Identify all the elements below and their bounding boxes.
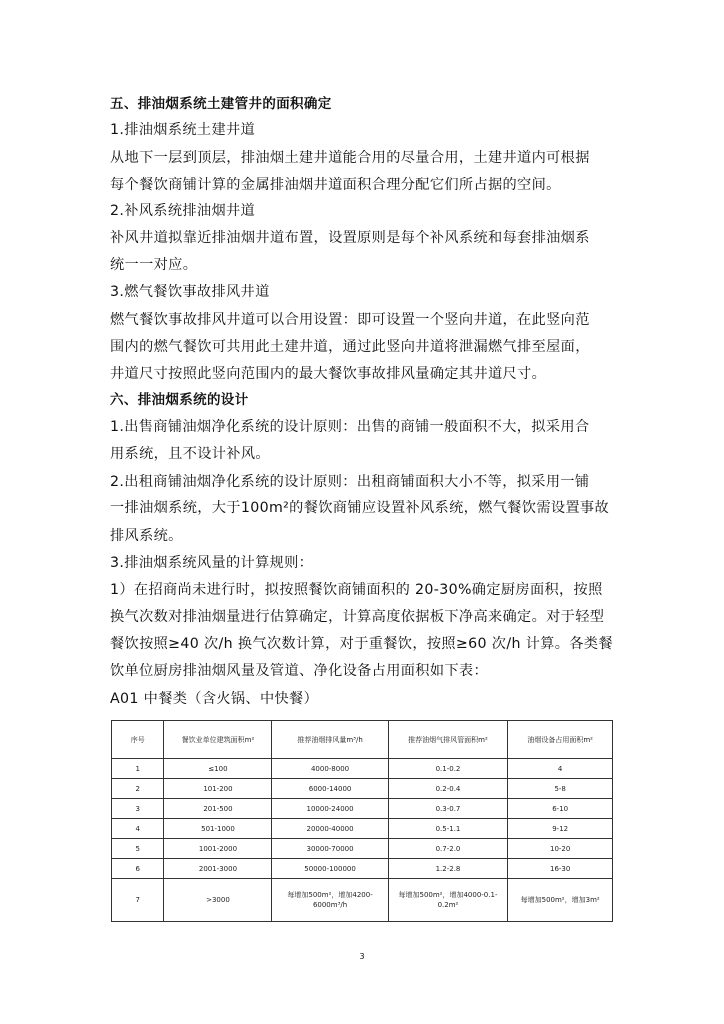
table-caption: A01 中餐类（含火锅、中快餐） (110, 691, 319, 707)
table-row (112, 799, 613, 819)
table-row (112, 879, 613, 922)
table-cell: 2001-3000 (164, 859, 272, 879)
paragraph-line: 井道尺寸按照此竖向范围内的最大餐饮事故排风量确定其井道尺寸。 (110, 366, 547, 382)
table-cell: 16-30 (508, 859, 613, 879)
table-cell: 9-12 (508, 819, 613, 839)
paragraph-line: 统一一对应。 (110, 257, 198, 273)
table-cell: 201-500 (164, 799, 272, 819)
paragraph-line: 1.出售商铺油烟净化系统的设计原则：出售的商铺一般面积不大，拟采用合 (110, 419, 590, 435)
table-cell: 101-200 (164, 779, 272, 799)
paragraph-line: 用系统，且不设计补风。 (110, 446, 270, 462)
subheading-1: 1.排油烟系统土建井道 (110, 122, 256, 138)
table-row (112, 779, 613, 799)
table-cell: 每增加500m²，增加3m² (508, 879, 613, 922)
table-cell: 每增加500m²，增加4000-0.1-0.2m² (388, 879, 508, 922)
paragraph-line: 1）在招商尚未进行时，拟按照餐饮商铺面积的 20-30%确定厨房面积，按照 (110, 582, 603, 598)
paragraph-line: 餐饮按照≥40 次/h 换气次数计算，对于重餐饮，按照≥60 次/h 计算。各类餐 (110, 636, 613, 652)
paragraph-line: 从地下一层到顶层，排油烟土建井道能合用的尽量合用，土建井道内可根据 (110, 150, 590, 166)
paragraph-line: 每个餐饮商铺计算的金属排油烟井道面积合理分配它们所占据的空间。 (110, 177, 561, 193)
table-cell: 10000-24000 (272, 799, 388, 819)
paragraph-line: 燃气餐饮事故排风井道可以合用设置：即可设置一个竖向井道，在此竖向范 (110, 312, 590, 328)
table-header-cell: 餐饮业单位建筑面积m² (164, 721, 272, 759)
table-row (112, 859, 613, 879)
paragraph-line: 围内的燃气餐饮可共用此土建井道，通过此竖向井道将泄漏燃气排至屋面， (110, 339, 590, 355)
subheading-3: 3.燃气餐饮事故排风井道 (110, 284, 270, 300)
table-cell: 6000-14000 (272, 779, 388, 799)
table-row (112, 759, 613, 779)
table-cell: 0.7-2.0 (388, 839, 508, 859)
page-number: 3 (359, 952, 365, 961)
table-header-row (112, 721, 613, 759)
table-cell: 5 (112, 839, 164, 859)
exhaust-table (111, 720, 613, 922)
table-header-cell: 推荐油烟气排风管面积m² (388, 721, 508, 759)
table-cell: 6 (112, 859, 164, 879)
table-cell: 0.2-0.4 (388, 779, 508, 799)
paragraph-line: 2.出租商铺油烟净化系统的设计原则：出租商铺面积大小不等，拟采用一铺 (110, 474, 590, 490)
paragraph-line: 补风井道拟靠近排油烟井道布置，设置原则是每个补风系统和每套排油烟系 (110, 230, 590, 246)
table-cell: 20000-40000 (272, 819, 388, 839)
table-header-cell: 序号 (112, 721, 164, 759)
table-cell: 4000-8000 (272, 759, 388, 779)
table-cell: 50000-100000 (272, 859, 388, 879)
table-cell: 7 (112, 879, 164, 922)
table-cell: 1 (112, 759, 164, 779)
table-cell: 1.2-2.8 (388, 859, 508, 879)
subheading-2: 2.补风系统排油烟井道 (110, 203, 256, 219)
table-cell: 0.5-1.1 (388, 819, 508, 839)
section-heading-6: 六、排油烟系统的设计 (110, 392, 249, 408)
paragraph-line: 饮单位厨房排油烟风量及管道、净化设备占用面积如下表： (110, 663, 488, 679)
table-cell: 1001-2000 (164, 839, 272, 859)
table-row (112, 839, 613, 859)
table-cell: 每增加500m²，增加4200-6000m³/h (272, 879, 388, 922)
paragraph-line: 换气次数对排油烟量进行估算确定，计算高度依据板下净高来确定。对于轻型 (110, 609, 605, 625)
table-cell: 0.3-0.7 (388, 799, 508, 819)
table-header-cell: 推荐油烟排风量m³/h (272, 721, 388, 759)
table-cell: 0.1-0.2 (388, 759, 508, 779)
table-cell: >3000 (164, 879, 272, 922)
paragraph-line: 3.排油烟系统风量的计算规则： (110, 555, 314, 571)
table-cell: 10-20 (508, 839, 613, 859)
table-cell: ≤100 (164, 759, 272, 779)
table-cell: 2 (112, 779, 164, 799)
table-row (112, 819, 613, 839)
table-cell: 3 (112, 799, 164, 819)
table-cell: 6-10 (508, 799, 613, 819)
paragraph-line: 一排油烟系统，大于100m²的餐饮商铺应设置补风系统，燃气餐饮需设置事故 (110, 500, 610, 516)
table-cell: 30000-70000 (272, 839, 388, 859)
table-cell: 5-8 (508, 779, 613, 799)
table-header-cell: 油烟设备占用面积m² (508, 721, 613, 759)
table-cell: 4 (112, 819, 164, 839)
table-cell: 4 (508, 759, 613, 779)
table-cell: 501-1000 (164, 819, 272, 839)
section-heading-5: 五、排油烟系统土建管井的面积确定 (110, 96, 332, 112)
paragraph-line: 排风系统。 (110, 528, 183, 544)
